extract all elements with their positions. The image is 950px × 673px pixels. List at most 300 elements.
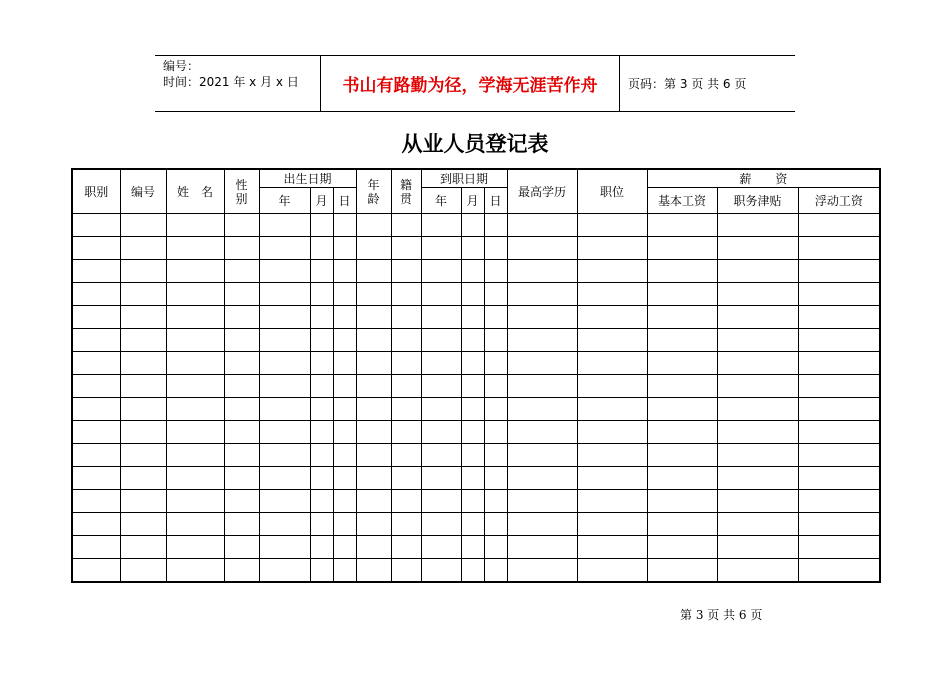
table-cell[interactable] xyxy=(224,421,259,444)
table-cell[interactable] xyxy=(333,375,356,398)
table-cell[interactable] xyxy=(259,444,310,467)
table-row xyxy=(72,237,880,260)
table-cell[interactable] xyxy=(391,513,421,536)
table-cell[interactable] xyxy=(166,536,224,559)
table-cell[interactable] xyxy=(577,352,647,375)
table-cell[interactable] xyxy=(507,490,577,513)
table-cell[interactable] xyxy=(224,214,259,237)
table-cell[interactable] xyxy=(461,352,484,375)
table-cell[interactable] xyxy=(647,214,717,237)
table-cell[interactable] xyxy=(421,375,461,398)
table-cell[interactable] xyxy=(577,559,647,583)
table-cell[interactable] xyxy=(310,421,333,444)
table-cell[interactable] xyxy=(120,306,166,329)
table-cell[interactable] xyxy=(484,329,507,352)
table-cell[interactable] xyxy=(166,513,224,536)
table-cell[interactable] xyxy=(333,467,356,490)
table-cell[interactable] xyxy=(798,260,880,283)
table-cell[interactable] xyxy=(484,260,507,283)
table-cell[interactable] xyxy=(72,421,120,444)
table-cell[interactable] xyxy=(259,283,310,306)
table-cell[interactable] xyxy=(577,306,647,329)
table-cell[interactable] xyxy=(224,398,259,421)
table-cell[interactable] xyxy=(356,214,391,237)
table-cell[interactable] xyxy=(333,559,356,583)
table-cell[interactable] xyxy=(461,513,484,536)
table-cell[interactable] xyxy=(72,513,120,536)
table-cell[interactable] xyxy=(333,237,356,260)
table-cell[interactable] xyxy=(484,536,507,559)
table-cell[interactable] xyxy=(391,283,421,306)
table-cell[interactable] xyxy=(120,329,166,352)
table-cell[interactable] xyxy=(484,306,507,329)
table-cell[interactable] xyxy=(484,352,507,375)
table-cell[interactable] xyxy=(484,421,507,444)
table-cell[interactable] xyxy=(391,559,421,583)
table-cell[interactable] xyxy=(461,467,484,490)
table-cell[interactable] xyxy=(577,490,647,513)
table-cell[interactable] xyxy=(717,352,798,375)
table-cell[interactable] xyxy=(120,237,166,260)
table-cell[interactable] xyxy=(421,329,461,352)
table-cell[interactable] xyxy=(259,513,310,536)
table-cell[interactable] xyxy=(120,444,166,467)
table-cell[interactable] xyxy=(333,306,356,329)
table-cell[interactable] xyxy=(577,421,647,444)
table-cell[interactable] xyxy=(461,444,484,467)
table-cell[interactable] xyxy=(333,490,356,513)
table-cell[interactable] xyxy=(356,352,391,375)
table-cell[interactable] xyxy=(577,513,647,536)
table-cell[interactable] xyxy=(224,375,259,398)
time-label: 时间：2021 年 x 月 x 日 xyxy=(163,75,299,89)
sub-join-year: 年 xyxy=(421,188,461,214)
table-cell[interactable] xyxy=(421,306,461,329)
table-row xyxy=(72,306,880,329)
table-cell[interactable] xyxy=(333,421,356,444)
table-cell[interactable] xyxy=(72,283,120,306)
table-cell[interactable] xyxy=(224,260,259,283)
table-cell[interactable] xyxy=(310,467,333,490)
table-cell[interactable] xyxy=(72,237,120,260)
table-cell[interactable] xyxy=(577,467,647,490)
table-cell[interactable] xyxy=(356,237,391,260)
table-cell[interactable] xyxy=(647,329,717,352)
table-cell[interactable] xyxy=(647,444,717,467)
table-cell[interactable] xyxy=(717,283,798,306)
table-cell[interactable] xyxy=(461,536,484,559)
table-cell[interactable] xyxy=(391,375,421,398)
table-cell[interactable] xyxy=(259,237,310,260)
motto: 书山有路勤为径，学海无涯苦作舟 xyxy=(320,56,620,111)
table-cell[interactable] xyxy=(224,444,259,467)
table-cell[interactable] xyxy=(166,398,224,421)
table-cell[interactable] xyxy=(647,490,717,513)
table-cell[interactable] xyxy=(259,421,310,444)
table-cell[interactable] xyxy=(72,490,120,513)
table-cell[interactable] xyxy=(647,398,717,421)
table-cell[interactable] xyxy=(356,467,391,490)
table-cell[interactable] xyxy=(333,329,356,352)
table-cell[interactable] xyxy=(356,421,391,444)
table-cell[interactable] xyxy=(310,490,333,513)
table-cell[interactable] xyxy=(259,260,310,283)
table-cell[interactable] xyxy=(333,536,356,559)
sub-base-salary: 基本工资 xyxy=(647,188,717,214)
table-cell[interactable] xyxy=(166,237,224,260)
table-cell[interactable] xyxy=(461,559,484,583)
table-cell[interactable] xyxy=(224,237,259,260)
table-cell[interactable] xyxy=(507,260,577,283)
table-cell[interactable] xyxy=(647,306,717,329)
table-cell[interactable] xyxy=(224,283,259,306)
table-cell[interactable] xyxy=(333,214,356,237)
table-cell[interactable] xyxy=(647,260,717,283)
table-cell[interactable] xyxy=(310,237,333,260)
table-cell[interactable] xyxy=(310,375,333,398)
table-cell[interactable] xyxy=(166,444,224,467)
table-cell[interactable] xyxy=(259,214,310,237)
col-number: 编号 xyxy=(120,169,166,214)
table-cell[interactable] xyxy=(798,398,880,421)
table-cell[interactable] xyxy=(120,214,166,237)
col-birth: 出生日期 xyxy=(259,169,356,188)
table-cell[interactable] xyxy=(224,352,259,375)
table-cell[interactable] xyxy=(717,536,798,559)
table-cell[interactable] xyxy=(166,214,224,237)
table-cell[interactable] xyxy=(461,260,484,283)
table-cell[interactable] xyxy=(798,467,880,490)
table-cell[interactable] xyxy=(717,329,798,352)
table-cell[interactable] xyxy=(421,490,461,513)
table-cell[interactable] xyxy=(577,536,647,559)
table-row xyxy=(72,513,880,536)
table-cell[interactable] xyxy=(798,375,880,398)
table-cell[interactable] xyxy=(120,490,166,513)
col-age-2: 龄 xyxy=(367,191,380,206)
table-cell[interactable] xyxy=(647,237,717,260)
table-cell[interactable] xyxy=(259,536,310,559)
table-cell[interactable] xyxy=(507,306,577,329)
table-cell[interactable] xyxy=(798,306,880,329)
table-cell[interactable] xyxy=(717,237,798,260)
table-cell[interactable] xyxy=(356,559,391,583)
table-cell[interactable] xyxy=(647,513,717,536)
table-cell[interactable] xyxy=(484,467,507,490)
table-cell[interactable] xyxy=(717,214,798,237)
table-cell[interactable] xyxy=(224,490,259,513)
table-cell[interactable] xyxy=(72,559,120,583)
table-cell[interactable] xyxy=(507,536,577,559)
table-cell[interactable] xyxy=(461,306,484,329)
table-cell[interactable] xyxy=(717,467,798,490)
table-cell[interactable] xyxy=(421,467,461,490)
table-cell[interactable] xyxy=(356,444,391,467)
table-cell[interactable] xyxy=(798,329,880,352)
table-row xyxy=(72,444,880,467)
table-cell[interactable] xyxy=(647,536,717,559)
table-cell[interactable] xyxy=(166,329,224,352)
table-cell[interactable] xyxy=(421,283,461,306)
table-cell[interactable] xyxy=(484,490,507,513)
table-cell[interactable] xyxy=(391,444,421,467)
col-salary: 薪 资 xyxy=(647,169,880,188)
table-cell[interactable] xyxy=(717,421,798,444)
table-cell[interactable] xyxy=(461,329,484,352)
table-cell[interactable] xyxy=(333,444,356,467)
table-cell[interactable] xyxy=(333,352,356,375)
table-row xyxy=(72,536,880,559)
table-cell[interactable] xyxy=(798,352,880,375)
table-cell[interactable] xyxy=(717,306,798,329)
table-cell[interactable] xyxy=(310,214,333,237)
table-cell[interactable] xyxy=(577,260,647,283)
table-cell[interactable] xyxy=(259,398,310,421)
table-cell[interactable] xyxy=(421,352,461,375)
table-cell[interactable] xyxy=(798,513,880,536)
table-cell[interactable] xyxy=(507,444,577,467)
table-cell[interactable] xyxy=(421,444,461,467)
sub-allowance: 职务津贴 xyxy=(717,188,798,214)
table-cell[interactable] xyxy=(391,421,421,444)
table-cell[interactable] xyxy=(224,306,259,329)
col-education: 最高学历 xyxy=(507,169,577,214)
table-cell[interactable] xyxy=(507,513,577,536)
table-row xyxy=(72,398,880,421)
table-cell[interactable] xyxy=(356,536,391,559)
table-cell[interactable] xyxy=(717,444,798,467)
table-cell[interactable] xyxy=(259,490,310,513)
table-cell[interactable] xyxy=(166,260,224,283)
header-row-1 xyxy=(72,169,880,188)
table-cell[interactable] xyxy=(507,352,577,375)
table-cell[interactable] xyxy=(120,421,166,444)
table-cell[interactable] xyxy=(310,352,333,375)
table-cell[interactable] xyxy=(461,375,484,398)
table-cell[interactable] xyxy=(717,398,798,421)
table-cell[interactable] xyxy=(391,398,421,421)
table-cell[interactable] xyxy=(577,398,647,421)
table-cell[interactable] xyxy=(484,444,507,467)
col-job: 职位 xyxy=(577,169,647,214)
table-cell[interactable] xyxy=(166,559,224,583)
table-cell[interactable] xyxy=(421,536,461,559)
table-cell[interactable] xyxy=(333,513,356,536)
table-cell[interactable] xyxy=(507,421,577,444)
table-cell[interactable] xyxy=(224,513,259,536)
table-cell[interactable] xyxy=(310,260,333,283)
table-cell[interactable] xyxy=(333,398,356,421)
table-cell[interactable] xyxy=(310,329,333,352)
table-cell[interactable] xyxy=(461,398,484,421)
col-origin-1: 籍 xyxy=(400,177,413,192)
table-cell[interactable] xyxy=(484,513,507,536)
table-cell[interactable] xyxy=(166,421,224,444)
table-cell[interactable] xyxy=(391,306,421,329)
table-cell[interactable] xyxy=(647,352,717,375)
table-cell[interactable] xyxy=(310,559,333,583)
table-cell[interactable] xyxy=(224,467,259,490)
table-cell[interactable] xyxy=(72,214,120,237)
table-cell[interactable] xyxy=(72,375,120,398)
table-cell[interactable] xyxy=(259,467,310,490)
table-cell[interactable] xyxy=(647,283,717,306)
table-cell[interactable] xyxy=(647,559,717,583)
table-cell[interactable] xyxy=(647,421,717,444)
table-cell[interactable] xyxy=(120,260,166,283)
table-cell[interactable] xyxy=(310,283,333,306)
table-cell[interactable] xyxy=(310,306,333,329)
table-cell[interactable] xyxy=(259,352,310,375)
table-cell[interactable] xyxy=(120,352,166,375)
table-cell[interactable] xyxy=(577,375,647,398)
table-cell[interactable] xyxy=(391,536,421,559)
table-cell[interactable] xyxy=(120,375,166,398)
table-cell[interactable] xyxy=(120,559,166,583)
table-cell[interactable] xyxy=(717,513,798,536)
table-cell[interactable] xyxy=(72,536,120,559)
table-cell[interactable] xyxy=(798,421,880,444)
table-cell[interactable] xyxy=(717,490,798,513)
table-cell[interactable] xyxy=(391,260,421,283)
table-cell[interactable] xyxy=(421,421,461,444)
table-cell[interactable] xyxy=(120,536,166,559)
table-cell[interactable] xyxy=(507,375,577,398)
table-cell[interactable] xyxy=(577,237,647,260)
table-cell[interactable] xyxy=(507,283,577,306)
table-cell[interactable] xyxy=(421,513,461,536)
table-cell[interactable] xyxy=(72,352,120,375)
table-cell[interactable] xyxy=(72,329,120,352)
table-cell[interactable] xyxy=(717,559,798,583)
table-cell[interactable] xyxy=(391,329,421,352)
table-cell[interactable] xyxy=(461,237,484,260)
table-cell[interactable] xyxy=(798,559,880,583)
table-cell[interactable] xyxy=(461,421,484,444)
table-cell[interactable] xyxy=(647,467,717,490)
table-cell[interactable] xyxy=(507,214,577,237)
table-cell[interactable] xyxy=(577,283,647,306)
table-cell[interactable] xyxy=(421,398,461,421)
table-cell[interactable] xyxy=(310,398,333,421)
table-cell[interactable] xyxy=(507,237,577,260)
table-cell[interactable] xyxy=(310,444,333,467)
table-cell[interactable] xyxy=(166,306,224,329)
sub-day: 日 xyxy=(333,188,356,214)
table-cell[interactable] xyxy=(356,375,391,398)
table-cell[interactable] xyxy=(120,283,166,306)
table-cell[interactable] xyxy=(72,398,120,421)
page-info: 页码：第 3 页 共 6 页 xyxy=(628,77,747,91)
table-cell[interactable] xyxy=(166,352,224,375)
col-join: 到职日期 xyxy=(421,169,507,188)
table-cell[interactable] xyxy=(72,467,120,490)
table-cell[interactable] xyxy=(166,490,224,513)
table-cell[interactable] xyxy=(356,283,391,306)
table-cell[interactable] xyxy=(461,490,484,513)
table-cell[interactable] xyxy=(798,237,880,260)
table-cell[interactable] xyxy=(120,513,166,536)
table-cell[interactable] xyxy=(356,513,391,536)
table-cell[interactable] xyxy=(166,283,224,306)
table-cell[interactable] xyxy=(421,214,461,237)
table-cell[interactable] xyxy=(421,260,461,283)
table-cell[interactable] xyxy=(484,398,507,421)
table-cell[interactable] xyxy=(391,490,421,513)
table-cell[interactable] xyxy=(259,559,310,583)
table-cell[interactable] xyxy=(798,214,880,237)
table-cell[interactable] xyxy=(577,214,647,237)
table-cell[interactable] xyxy=(391,467,421,490)
table-cell[interactable] xyxy=(507,329,577,352)
table-cell[interactable] xyxy=(259,306,310,329)
table-cell[interactable] xyxy=(507,398,577,421)
table-cell[interactable] xyxy=(259,375,310,398)
table-cell[interactable] xyxy=(259,329,310,352)
table-cell[interactable] xyxy=(647,375,717,398)
table-cell[interactable] xyxy=(356,260,391,283)
table-cell[interactable] xyxy=(72,306,120,329)
table-cell[interactable] xyxy=(717,375,798,398)
number-label: 编号： xyxy=(163,59,200,73)
table-cell[interactable] xyxy=(356,398,391,421)
col-age xyxy=(356,169,391,214)
table-cell[interactable] xyxy=(577,444,647,467)
table-cell[interactable] xyxy=(120,398,166,421)
table-cell[interactable] xyxy=(356,306,391,329)
table-row xyxy=(72,559,880,583)
table-cell[interactable] xyxy=(484,214,507,237)
table-cell[interactable] xyxy=(72,260,120,283)
table-cell[interactable] xyxy=(310,536,333,559)
table-cell[interactable] xyxy=(310,513,333,536)
table-cell[interactable] xyxy=(166,467,224,490)
col-gender-2: 别 xyxy=(235,191,248,206)
table-cell[interactable] xyxy=(717,260,798,283)
table-cell[interactable] xyxy=(484,237,507,260)
table-cell[interactable] xyxy=(798,444,880,467)
table-cell[interactable] xyxy=(421,237,461,260)
table-cell[interactable] xyxy=(484,559,507,583)
sub-year: 年 xyxy=(259,188,310,214)
table-cell[interactable] xyxy=(461,283,484,306)
table-cell[interactable] xyxy=(577,329,647,352)
table-cell[interactable] xyxy=(798,490,880,513)
table-cell[interactable] xyxy=(484,283,507,306)
table-cell[interactable] xyxy=(356,490,391,513)
table-cell[interactable] xyxy=(484,375,507,398)
table-cell[interactable] xyxy=(333,260,356,283)
table-cell[interactable] xyxy=(120,467,166,490)
table-cell[interactable] xyxy=(224,536,259,559)
table-cell[interactable] xyxy=(507,467,577,490)
table-cell[interactable] xyxy=(798,536,880,559)
table-cell[interactable] xyxy=(798,283,880,306)
table-cell[interactable] xyxy=(224,329,259,352)
table-cell[interactable] xyxy=(391,214,421,237)
table-cell[interactable] xyxy=(166,375,224,398)
table-cell[interactable] xyxy=(224,559,259,583)
table-cell[interactable] xyxy=(72,444,120,467)
table-cell[interactable] xyxy=(333,283,356,306)
table-cell[interactable] xyxy=(421,559,461,583)
table-cell[interactable] xyxy=(391,352,421,375)
table-cell[interactable] xyxy=(507,559,577,583)
table-cell[interactable] xyxy=(461,214,484,237)
table-cell[interactable] xyxy=(356,329,391,352)
table-cell[interactable] xyxy=(391,237,421,260)
col-origin-2: 贯 xyxy=(400,191,413,206)
